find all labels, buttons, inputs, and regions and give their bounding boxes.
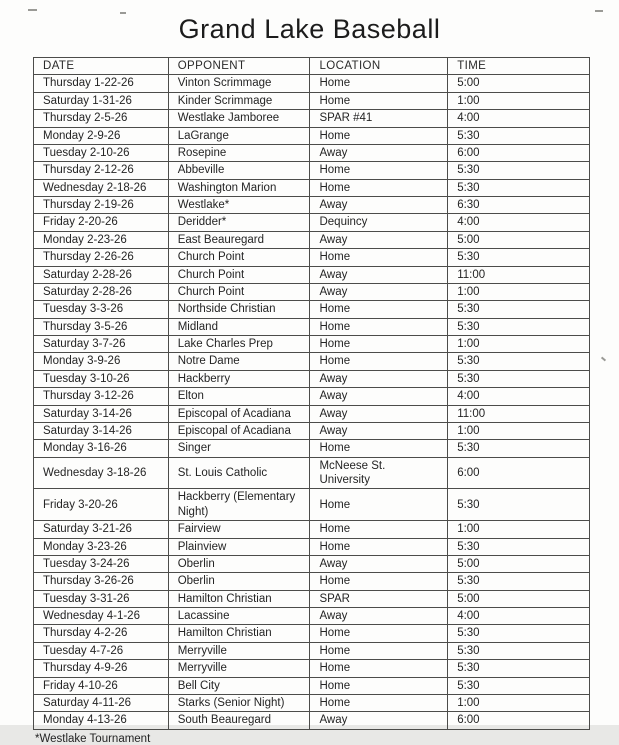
table-row	[34, 214, 590, 231]
header-location: LOCATION	[310, 58, 448, 75]
date-cell: Saturday 3-7-26	[34, 336, 169, 353]
time-cell: 5:00	[448, 75, 590, 92]
date-cell: Thursday 2-5-26	[34, 110, 169, 127]
opponent-cell: St. Louis Catholic	[168, 457, 310, 489]
time-cell: 6:00	[448, 144, 590, 161]
table-row	[34, 231, 590, 248]
location-cell: Home	[310, 694, 448, 711]
table-row	[34, 388, 590, 405]
date-cell: Thursday 4-9-26	[34, 660, 169, 677]
opponent-cell: Church Point	[168, 283, 310, 300]
location-cell: Home	[310, 642, 448, 659]
location-cell: Home	[310, 92, 448, 109]
time-cell: 5:30	[448, 301, 590, 318]
date-cell: Saturday 3-14-26	[34, 422, 169, 439]
opponent-cell: Midland	[168, 318, 310, 335]
location-cell: Away	[310, 422, 448, 439]
location-cell: Away	[310, 555, 448, 572]
location-cell: Home	[310, 677, 448, 694]
opponent-cell: Vinton Scrimmage	[168, 75, 310, 92]
opponent-cell: Hamilton Christian	[168, 590, 310, 607]
date-cell: Tuesday 2-10-26	[34, 144, 169, 161]
opponent-cell: Church Point	[168, 249, 310, 266]
date-cell: Saturday 2-28-26	[34, 283, 169, 300]
table-row	[34, 75, 590, 92]
date-cell: Tuesday 4-7-26	[34, 642, 169, 659]
location-cell: Home	[310, 336, 448, 353]
location-cell: Home	[310, 440, 448, 457]
location-cell: Home	[310, 660, 448, 677]
scan-artifact	[601, 357, 606, 362]
time-cell: 11:00	[448, 405, 590, 422]
opponent-cell: Abbeville	[168, 162, 310, 179]
location-cell: Away	[310, 144, 448, 161]
table-row	[34, 590, 590, 607]
table-row	[34, 110, 590, 127]
table-row	[34, 677, 590, 694]
table-row	[34, 179, 590, 196]
time-cell: 1:00	[448, 422, 590, 439]
footnote: *Westlake Tournament	[35, 732, 151, 745]
opponent-cell: Starks (Senior Night)	[168, 694, 310, 711]
page-title: Grand Lake Baseball	[178, 14, 441, 44]
opponent-cell: Oberlin	[168, 573, 310, 590]
date-cell: Saturday 3-14-26	[34, 405, 169, 422]
time-cell: 5:30	[448, 625, 590, 642]
date-cell: Thursday 2-19-26	[34, 197, 169, 214]
opponent-cell: Northside Christian	[168, 301, 310, 318]
time-cell: 5:30	[448, 642, 590, 659]
location-cell: SPAR #41	[310, 110, 448, 127]
opponent-cell: Hackberry (Elementary Night)	[168, 489, 310, 521]
table-row	[34, 573, 590, 590]
time-cell: 6:30	[448, 197, 590, 214]
location-cell: McNeese St. University	[310, 457, 448, 489]
opponent-cell: LaGrange	[168, 127, 310, 144]
location-cell: Away	[310, 388, 448, 405]
opponent-cell: South Beauregard	[168, 712, 310, 729]
header-date: DATE	[34, 58, 169, 75]
opponent-cell: Lake Charles Prep	[168, 336, 310, 353]
time-cell: 5:30	[448, 127, 590, 144]
date-cell: Thursday 4-2-26	[34, 625, 169, 642]
date-cell: Tuesday 3-3-26	[34, 301, 169, 318]
date-cell: Tuesday 3-31-26	[34, 590, 169, 607]
time-cell: 5:30	[448, 370, 590, 387]
location-cell: Away	[310, 405, 448, 422]
location-cell: SPAR	[310, 590, 448, 607]
table-row	[34, 336, 590, 353]
table-row	[34, 127, 590, 144]
time-cell: 5:00	[448, 231, 590, 248]
opponent-cell: Deridder*	[168, 214, 310, 231]
time-cell: 5:30	[448, 353, 590, 370]
table-row	[34, 555, 590, 572]
table-row	[34, 608, 590, 625]
date-cell: Friday 4-10-26	[34, 677, 169, 694]
date-cell: Wednesday 4-1-26	[34, 608, 169, 625]
location-cell: Home	[310, 538, 448, 555]
table-row	[34, 370, 590, 387]
time-cell: 5:30	[448, 179, 590, 196]
time-cell: 5:30	[448, 162, 590, 179]
location-cell: Away	[310, 712, 448, 729]
time-cell: 4:00	[448, 214, 590, 231]
opponent-cell: Bell City	[168, 677, 310, 694]
opponent-cell: Notre Dame	[168, 353, 310, 370]
date-cell: Wednesday 3-18-26	[34, 457, 169, 489]
table-row	[34, 197, 590, 214]
opponent-cell: Kinder Scrimmage	[168, 92, 310, 109]
scan-artifact	[595, 10, 603, 12]
date-cell: Monday 3-16-26	[34, 440, 169, 457]
scan-artifact	[120, 12, 126, 14]
time-cell: 6:00	[448, 457, 590, 489]
opponent-cell: Episcopal of Acadiana	[168, 405, 310, 422]
time-cell: 5:30	[448, 249, 590, 266]
header-row	[34, 58, 590, 75]
table-row	[34, 642, 590, 659]
location-cell: Away	[310, 266, 448, 283]
location-cell: Home	[310, 521, 448, 538]
time-cell: 11:00	[448, 266, 590, 283]
scan-artifact	[28, 9, 37, 11]
date-cell: Tuesday 3-10-26	[34, 370, 169, 387]
table-row	[34, 521, 590, 538]
location-cell: Home	[310, 162, 448, 179]
table-row	[34, 301, 590, 318]
opponent-cell: Episcopal of Acadiana	[168, 422, 310, 439]
time-cell: 5:00	[448, 555, 590, 572]
location-cell: Home	[310, 318, 448, 335]
date-cell: Saturday 2-28-26	[34, 266, 169, 283]
opponent-cell: Singer	[168, 440, 310, 457]
date-cell: Saturday 4-11-26	[34, 694, 169, 711]
table-row	[34, 405, 590, 422]
location-cell: Home	[310, 301, 448, 318]
table-row	[34, 660, 590, 677]
table-row	[34, 249, 590, 266]
table-row	[34, 144, 590, 161]
time-cell: 5:30	[448, 318, 590, 335]
date-cell: Friday 3-20-26	[34, 489, 169, 521]
location-cell: Home	[310, 75, 448, 92]
location-cell: Away	[310, 231, 448, 248]
table-row	[34, 440, 590, 457]
location-cell: Away	[310, 370, 448, 387]
location-cell: Away	[310, 197, 448, 214]
time-cell: 4:00	[448, 608, 590, 625]
date-cell: Thursday 2-12-26	[34, 162, 169, 179]
date-cell: Monday 2-23-26	[34, 231, 169, 248]
time-cell: 6:00	[448, 712, 590, 729]
opponent-cell: Westlake Jamboree	[168, 110, 310, 127]
opponent-cell: Merryville	[168, 642, 310, 659]
time-cell: 5:30	[448, 573, 590, 590]
time-cell: 1:00	[448, 521, 590, 538]
header-opponent: OPPONENT	[168, 58, 310, 75]
location-cell: Home	[310, 573, 448, 590]
table-row	[34, 489, 590, 521]
date-cell: Friday 2-20-26	[34, 214, 169, 231]
header-time: TIME	[448, 58, 590, 75]
date-cell: Thursday 3-5-26	[34, 318, 169, 335]
table-row	[34, 266, 590, 283]
date-cell: Monday 2-9-26	[34, 127, 169, 144]
time-cell: 5:30	[448, 538, 590, 555]
time-cell: 5:30	[448, 489, 590, 521]
opponent-cell: Hackberry	[168, 370, 310, 387]
schedule-table	[33, 57, 590, 730]
time-cell: 1:00	[448, 694, 590, 711]
time-cell: 1:00	[448, 336, 590, 353]
table-row	[34, 712, 590, 729]
opponent-cell: Westlake*	[168, 197, 310, 214]
opponent-cell: Lacassine	[168, 608, 310, 625]
time-cell: 5:30	[448, 440, 590, 457]
location-cell: Home	[310, 353, 448, 370]
table-row	[34, 422, 590, 439]
opponent-cell: Rosepine	[168, 144, 310, 161]
opponent-cell: Washington Marion	[168, 179, 310, 196]
date-cell: Saturday 3-21-26	[34, 521, 169, 538]
time-cell: 1:00	[448, 92, 590, 109]
location-cell: Home	[310, 249, 448, 266]
location-cell: Home	[310, 179, 448, 196]
time-cell: 4:00	[448, 388, 590, 405]
opponent-cell: Merryville	[168, 660, 310, 677]
table-row	[34, 283, 590, 300]
opponent-cell: East Beauregard	[168, 231, 310, 248]
date-cell: Saturday 1-31-26	[34, 92, 169, 109]
opponent-cell: Church Point	[168, 266, 310, 283]
opponent-cell: Hamilton Christian	[168, 625, 310, 642]
date-cell: Tuesday 3-24-26	[34, 555, 169, 572]
date-cell: Thursday 3-12-26	[34, 388, 169, 405]
time-cell: 1:00	[448, 283, 590, 300]
date-cell: Thursday 2-26-26	[34, 249, 169, 266]
time-cell: 5:30	[448, 677, 590, 694]
opponent-cell: Fairview	[168, 521, 310, 538]
date-cell: Thursday 1-22-26	[34, 75, 169, 92]
opponent-cell: Plainview	[168, 538, 310, 555]
date-cell: Thursday 3-26-26	[34, 573, 169, 590]
time-cell: 5:00	[448, 590, 590, 607]
table-row	[34, 625, 590, 642]
location-cell: Dequincy	[310, 214, 448, 231]
opponent-cell: Elton	[168, 388, 310, 405]
location-cell: Home	[310, 489, 448, 521]
opponent-cell: Oberlin	[168, 555, 310, 572]
location-cell: Home	[310, 127, 448, 144]
date-cell: Monday 3-23-26	[34, 538, 169, 555]
location-cell: Away	[310, 283, 448, 300]
table-row	[34, 92, 590, 109]
schedule-body	[34, 75, 590, 729]
table-row	[34, 353, 590, 370]
table-row	[34, 457, 590, 489]
location-cell: Home	[310, 625, 448, 642]
table-row	[34, 538, 590, 555]
location-cell: Away	[310, 608, 448, 625]
table-row	[34, 162, 590, 179]
date-cell: Monday 3-9-26	[34, 353, 169, 370]
table-row	[34, 694, 590, 711]
date-cell: Wednesday 2-18-26	[34, 179, 169, 196]
time-cell: 5:30	[448, 660, 590, 677]
table-row	[34, 318, 590, 335]
date-cell: Monday 4-13-26	[34, 712, 169, 729]
time-cell: 4:00	[448, 110, 590, 127]
